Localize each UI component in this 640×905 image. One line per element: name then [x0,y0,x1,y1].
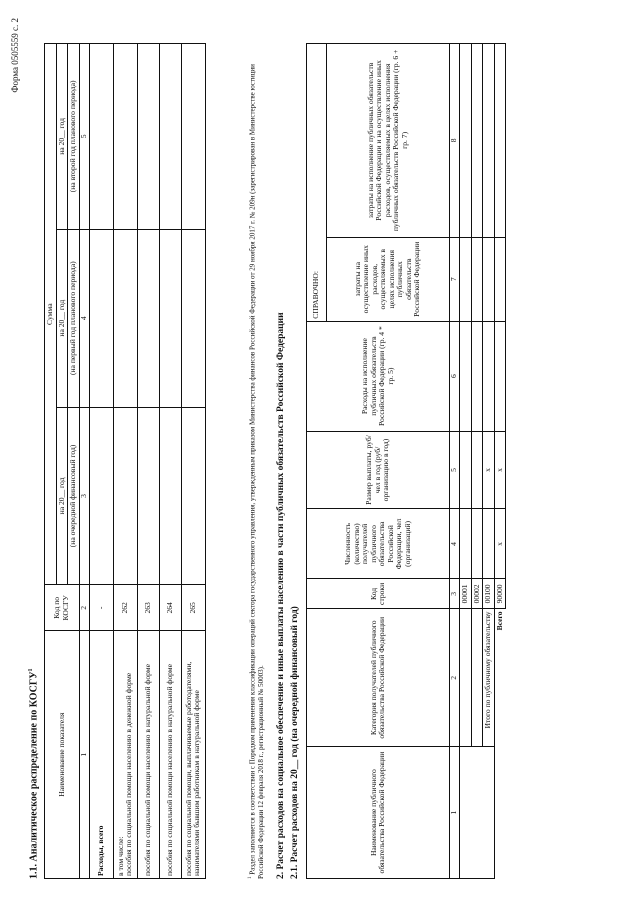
obl-grand-total-cell[interactable] [494,321,506,431]
kosgu-colnum-4: 4 [79,229,89,407]
form-id: Форма 0505559 с. 2 [10,18,20,93]
obl-colnum-2: 2 [450,609,460,747]
obl-category-cell[interactable] [460,609,472,747]
kosgu-row-265-code: 265 [181,585,205,631]
obl-header-5: Размер выплаты, руб/ чел в год (руб/ организацию в год) [307,431,450,509]
obl-header-1: Наименование публичного обязательства Российской Федерации [307,747,450,879]
kosgu-table [44,43,206,879]
obl-colnum-1: 1 [450,747,460,879]
section1-title-sup: 1 [28,668,34,672]
kosgu-cell[interactable] [89,44,113,230]
kosgu-colnum-3: 3 [79,407,89,585]
obl-grand-total-code: 90000 [494,579,506,609]
kosgu-row-total-code: - [89,585,113,631]
obl-grand-total-label: Всего [494,609,506,879]
kosgu-cell[interactable] [113,229,137,407]
kosgu-row-263-label: пособия по социальной помощи населению в натуральной форме [137,631,159,879]
obl-colnum-7: 7 [450,237,460,321]
obl-category-cell[interactable] [471,609,483,747]
kosgu-row-263-code: 263 [137,585,159,631]
obl-colnum-8: 8 [450,44,460,238]
kosgu-cell[interactable] [159,407,181,585]
kosgu-cell[interactable] [113,44,137,230]
obl-total-label: Итого по публичному обязательству [483,609,495,747]
kosgu-cell[interactable] [137,229,159,407]
kosgu-cell[interactable] [113,407,137,585]
kosgu-cell[interactable] [159,44,181,230]
footnote-mark: 1 [248,876,253,879]
kosgu-header-y1-desc: (на очередной финансовый год) [68,407,80,585]
kosgu-row-264-code: 264 [159,585,181,631]
obl-colnum-5: 5 [450,431,460,509]
obl-grand-total-x: х [494,431,506,509]
obl-total-cell[interactable] [483,237,495,321]
kosgu-colnum-2: 2 [79,585,89,631]
kosgu-header-name: Наименование показателя [45,631,80,879]
kosgu-row-total-label: Расходы, всего [89,631,113,879]
kosgu-header-y3-year: на 20__ год [56,44,68,230]
obl-total-cell[interactable] [483,44,495,238]
obl-cell[interactable] [460,509,472,579]
kosgu-row-262-label: в том числе: пособия по социальной помощи населению в денежной форме [113,631,137,879]
obl-total-x: х [483,431,495,509]
obl-total-code: 00100 [483,579,495,609]
obl-row-code-1: 00001 [460,579,472,609]
obl-name-cell[interactable] [460,747,495,879]
obligations-table [306,43,506,879]
obl-header-6: Расходы на исполнение публичных обязательств Российской Федерации (гр. 4 * гр. 5) [307,321,450,431]
kosgu-cell[interactable] [181,229,205,407]
obl-grand-total-x: х [494,509,506,579]
kosgu-header-code: Код по КОСГУ [45,585,80,631]
obl-header-8: затраты на исполнение публичных обязательств Российской Федерации и на осуществление иных расходов, осуществляемых в целях исполнения публичных обязательств Российской Федерации (гр. 6 + гр. 7) [326,44,449,238]
obl-colnum-6: 6 [450,321,460,431]
section2-title: 2. Расчет расходов на социальное обеспечение и иные выплаты населению в части публичных обязательств Российской Федерации [276,312,286,879]
kosgu-row-262-code: 262 [113,585,137,631]
kosgu-header-y3-desc: (на второй год планового периода) [68,44,80,230]
section1-title-text: 1.1. Аналитическое распределение по КОСГУ [28,671,40,879]
kosgu-header-y2-desc: (на первый год планового периода) [68,229,80,407]
kosgu-cell[interactable] [181,407,205,585]
section2-subtitle: 2.1. Расчет расходов на 20__ год (на очередной финансовый год) [290,606,300,879]
obl-header-2: Категория получателей публичного обязательства Российской Федерации [307,609,450,747]
kosgu-cell[interactable] [137,44,159,230]
obl-cell[interactable] [471,509,483,579]
obl-colnum-4: 4 [450,509,460,579]
kosgu-cell[interactable] [89,407,113,585]
kosgu-header-y1-year: на 20__ год [56,407,68,585]
obl-header-4: Численность (количество) получателей публичного обязательства Российской Федерации, чел (организаций) [307,509,450,579]
kosgu-colnum-1: 1 [79,631,89,879]
kosgu-cell[interactable] [159,229,181,407]
obl-grand-total-cell[interactable] [494,44,506,238]
kosgu-colnum-5: 5 [79,44,89,230]
obl-cell[interactable] [460,321,472,431]
obl-cell[interactable] [471,431,483,509]
kosgu-cell[interactable] [137,407,159,585]
obl-cell[interactable] [460,431,472,509]
obl-grand-total-cell[interactable] [494,237,506,321]
obl-cell[interactable] [471,44,483,238]
kosgu-row-264-label: пособия по социальной помощи населению в натуральной форме [159,631,181,879]
obl-cell[interactable] [471,237,483,321]
obl-total-cell[interactable] [483,321,495,431]
obl-cell[interactable] [471,321,483,431]
kosgu-header-y2-year: на 20__ год [56,229,68,407]
obl-header-3: Код строки [307,579,450,609]
obl-cell[interactable] [460,237,472,321]
kosgu-cell[interactable] [89,229,113,407]
kosgu-row-265-label: пособия по социальной помощи, выплачиваемые работодателями, нанимателями бывшим работникам в натуральной форме [181,631,205,879]
obl-total-cell[interactable] [483,509,495,579]
obl-header-7: затраты на осуществление иных расходов, осуществляемых в целях исполнения публичных обязательств Российской Федерации [326,237,449,321]
obl-cell[interactable] [460,44,472,238]
obl-header-ref: СПРАВОЧНО: [307,44,327,322]
footnote-text: Раздел заполняется в соответствии с Порядком применения классификации операций сектора государственного управления, утвержденным приказом Министерства финансов Российской Федерации от 29 ноября 2017 г. № 209н (зарегистрирован в Министерстве юстиции Российской Федерации 12 февраля 2018 г., регистрационный № 50003). [248,64,266,879]
section1-title [28,668,40,879]
obl-row-code-2: 00002 [471,579,483,609]
obl-colnum-3: 3 [450,579,460,609]
kosgu-header-sum: Сумма [45,44,57,585]
footnote [248,41,266,879]
kosgu-cell[interactable] [181,44,205,230]
